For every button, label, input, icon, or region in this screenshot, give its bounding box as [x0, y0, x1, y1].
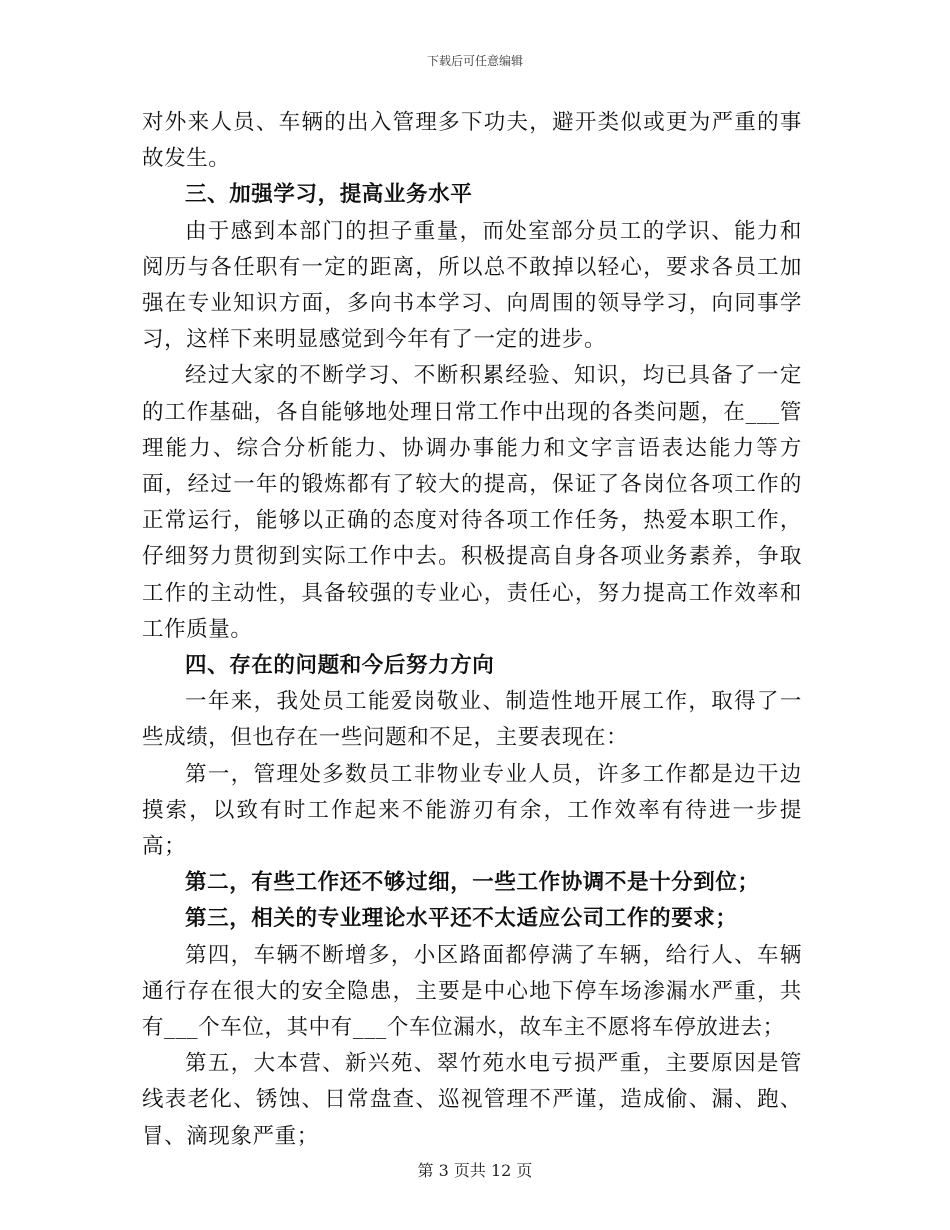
paragraph: 由于感到本部门的担子重量，而处室部分员工的学识、能力和阅历与各任职有一定的距离，所以总不敢掉以轻心，要求各员工加强在专业知识方面，多向书本学习、向周围的领导学习，向同事学习，这样下来明显感觉到今年有了一定的进步。: [142, 218, 802, 353]
page-footer: 第 3 页共 12 页: [417, 1161, 533, 1180]
section-heading: 四、存在的问题和今后努力方向: [185, 653, 495, 679]
list-item: 第一，管理处多数员工非物业专业人员，许多工作都是边干边摸索，以致有时工作起来不能游刃有余，工作效率有待进一步提高；: [142, 761, 802, 860]
list-item: 第二，有些工作还不够过细，一些工作协调不是十分到位；: [185, 870, 760, 896]
document-body: [142, 105, 802, 1155]
list-item: 第四，车辆不断增多，小区路面都停满了车辆，给行人、车辆通行存在很大的安全隐患，主要是中心地下停车场渗漏水严重，共有___个车位，其中有___个车位漏水，故车主不愿将车停放进去；: [142, 942, 802, 1041]
paragraph: 一年来，我处员工能爱岗敬业、制造性地开展工作，取得了一些成绩，但也存在一些问题和不足，主要表现在：: [142, 689, 802, 751]
page-header: 下载后可任意编辑: [426, 54, 523, 68]
paragraph: 对外来人员、车辆的出入管理多下功夫，避开类似或更为严重的事故发生。: [142, 110, 802, 172]
section-heading: 三、加强学习，提高业务水平: [185, 182, 473, 208]
list-item: 第三，相关的专业理论水平还不太适应公司工作的要求；: [185, 906, 738, 932]
paragraph: 经过大家的不断学习、不断积累经验、知识，均已具备了一定的工作基础，各自能够地处理日常工作中出现的各类问题，在___管理能力、综合分析能力、协调办事能力和文字言语表达能力等方面，经过一年的锻炼都有了较大的提高，保证了各岗位各项工作的正常运行，能够以正确的态度对待各项工作任务，热爱本职工作，仔细努力贯彻到实际工作中去。积极提高自身各项业务素养，争取工作的主动性，具备较强的专业心，责任心，努力提高工作效率和工作质量。: [142, 363, 802, 642]
list-item: 第五，大本营、新兴苑、翠竹苑水电亏损严重，主要原因是管线表老化、锈蚀、日常盘查、巡视管理不严谨，造成偷、漏、跑、冒、滴现象严重；: [142, 1051, 802, 1149]
